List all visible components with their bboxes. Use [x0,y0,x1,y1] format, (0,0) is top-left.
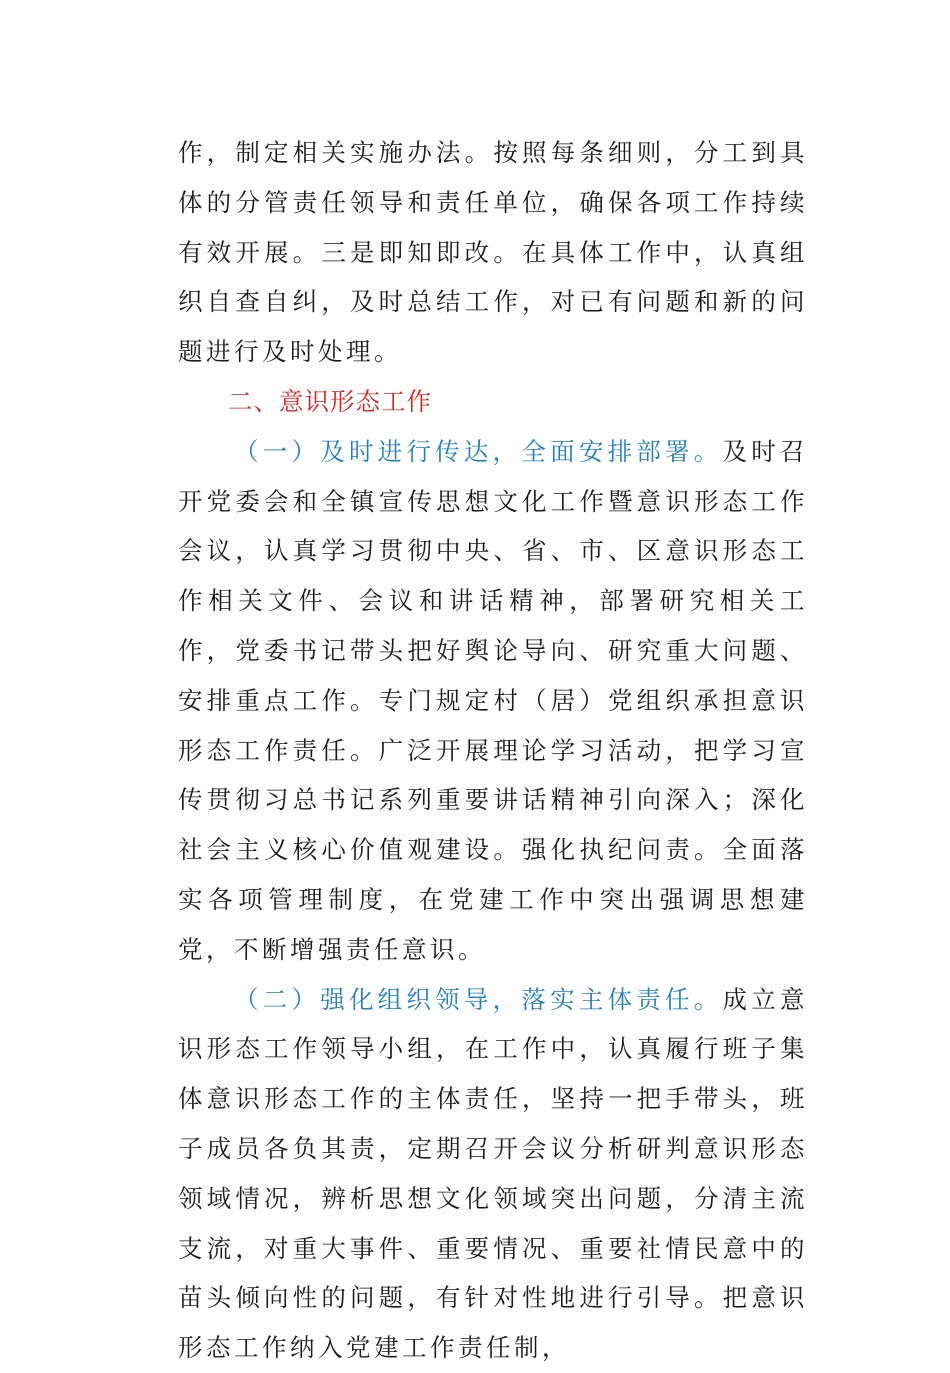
subsection-1-title: （一）及时进行传达，全面安排部署。 [234,436,723,466]
paragraph-subsection-1 [178,427,808,975]
subsection-1-body: 及时召开党委会和全镇宣传思想文化工作暨意识形态工作会议，认真学习贯彻中央、省、市、区意识形态工作相关文件、会议和讲话精神，部署研究相关工作，党委书记带头把好舆论导向、研究重大问题、安排重点工作。专门规定村（居）党组织承担意识形态工作责任。广泛开展理论学习活动，把学习宣传贯彻习总书记系列重要讲话精神引向深入；深化社会主义核心价值观建设。强化执纪问责。全面落实各项管理制度，在党建工作中突出强调思想建党，不断增强责任意识。 [178,436,809,964]
paragraph-continuation: 作，制定相关实施办法。按照每条细则，分工到具体的分管责任领导和责任单位，确保各项工作持续有效开展。三是即知即改。在具体工作中，认真组织自查自纠，及时总结工作，对已有问题和新的问题进行及时处理。 [178,138,808,367]
document-page [178,128,808,1373]
paragraph-subsection-2 [178,975,808,1373]
subsection-2-title: （二）强化组织领导，落实主体责任。 [234,984,723,1014]
subsection-2-body: 成立意识形态工作领导小组，在工作中，认真履行班子集体意识形态工作的主体责任，坚持一把手带头，班子成员各负其责，定期召开会议分析研判意识形态领域情况，辨析思想文化领域突出问题，分清主流支流，对重大事件、重要情况、重要社情民意中的苗头倾向性的问题，有针对性地进行引导。把意识形态工作纳入党建工作责任制， [178,984,809,1363]
section-heading-ideology: 二、意识形态工作 [228,386,432,416]
